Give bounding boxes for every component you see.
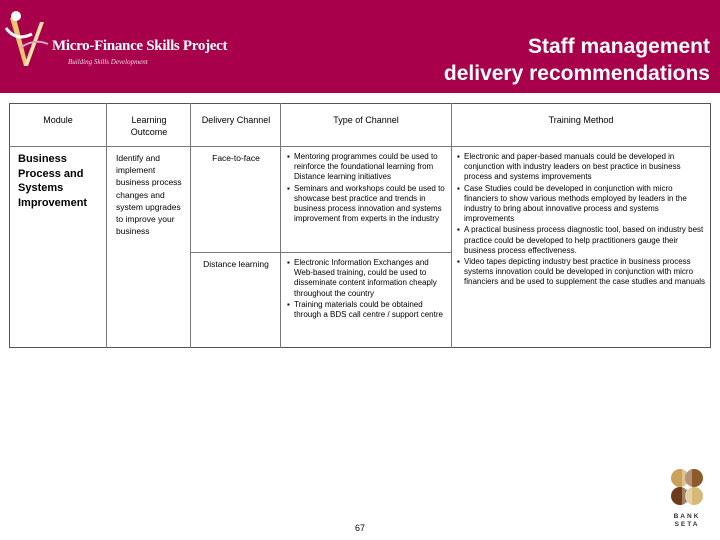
training-method-item: ▪ A practical business process diagnostic tool, based on industry best practice could be developed to help practitioners gauge their business process effectiveness. — [457, 225, 706, 256]
training-methods — [457, 152, 706, 289]
header-type-of-channel: Type of Channel — [333, 115, 399, 125]
page-title — [444, 33, 710, 87]
header-module: Module — [43, 115, 73, 125]
bank-seta-emblem-icon — [660, 466, 715, 512]
header-delivery-channel: Delivery Channel — [201, 115, 271, 125]
distance-learning-types — [287, 258, 447, 321]
page-title-line-1: Staff management — [527, 35, 710, 58]
column-divider — [280, 103, 281, 348]
channel-type-item: ▪ Mentoring programmes could be used to reinforce the foundational learning from Distance learning initiatives — [287, 152, 447, 183]
face-to-face-types — [287, 152, 447, 225]
logo-name: Micro-Finance Skills Project — [52, 38, 228, 54]
training-method-item: ▪ Case Studies could be developed in conjunction with micro financiers to show various methods employed by leaders in the industry to bring about innovative process and systems improvements — [457, 184, 706, 225]
training-method-item: ▪ Video tapes depicting industry best practice in business process systems innovation could be developed in conjunction with micro financiers and be used to supplement the case studies and manuals — [457, 257, 706, 288]
header-learning-outcome: Learning Outcome — [130, 115, 168, 137]
header-bar — [0, 0, 720, 93]
channel-row-divider — [190, 252, 451, 253]
channel-distance-learning: Distance learning — [203, 259, 269, 269]
channel-type-item: ▪ Training materials could be obtained through a BDS call centre / support centre — [287, 300, 447, 320]
header-training-method: Training Method — [548, 115, 614, 125]
column-divider — [190, 103, 191, 348]
training-method-item: ▪ Electronic and paper-based manuals could be developed in conjunction with industry leaders on best practice in business process and systems improvements — [457, 152, 706, 183]
header-row-divider — [9, 146, 711, 147]
column-divider — [451, 103, 452, 348]
page-number: 67 — [355, 523, 366, 533]
logo-tagline: Building Skills Development — [68, 58, 148, 66]
module-name: Business Process and Systems Improvement — [18, 153, 88, 209]
learning-outcome: Identify and implement business process changes and system upgrades to improve your business — [116, 153, 182, 237]
micro-finance-logo — [2, 8, 228, 80]
column-divider — [106, 103, 107, 348]
channel-face-to-face: Face-to-face — [212, 153, 260, 163]
channel-type-item: ▪ Electronic Information Exchanges and Web-based training, could be used to disseminate content information cheaply throughout the country — [287, 258, 447, 299]
bank-seta-text: BANK SETA — [673, 513, 701, 528]
page-title-line-2: delivery recommendations — [443, 62, 710, 85]
channel-type-item: ▪ Seminars and workshops could be used to showcase best practice and trends in business process innovation and systems improvement from experts in the industry — [287, 184, 447, 225]
